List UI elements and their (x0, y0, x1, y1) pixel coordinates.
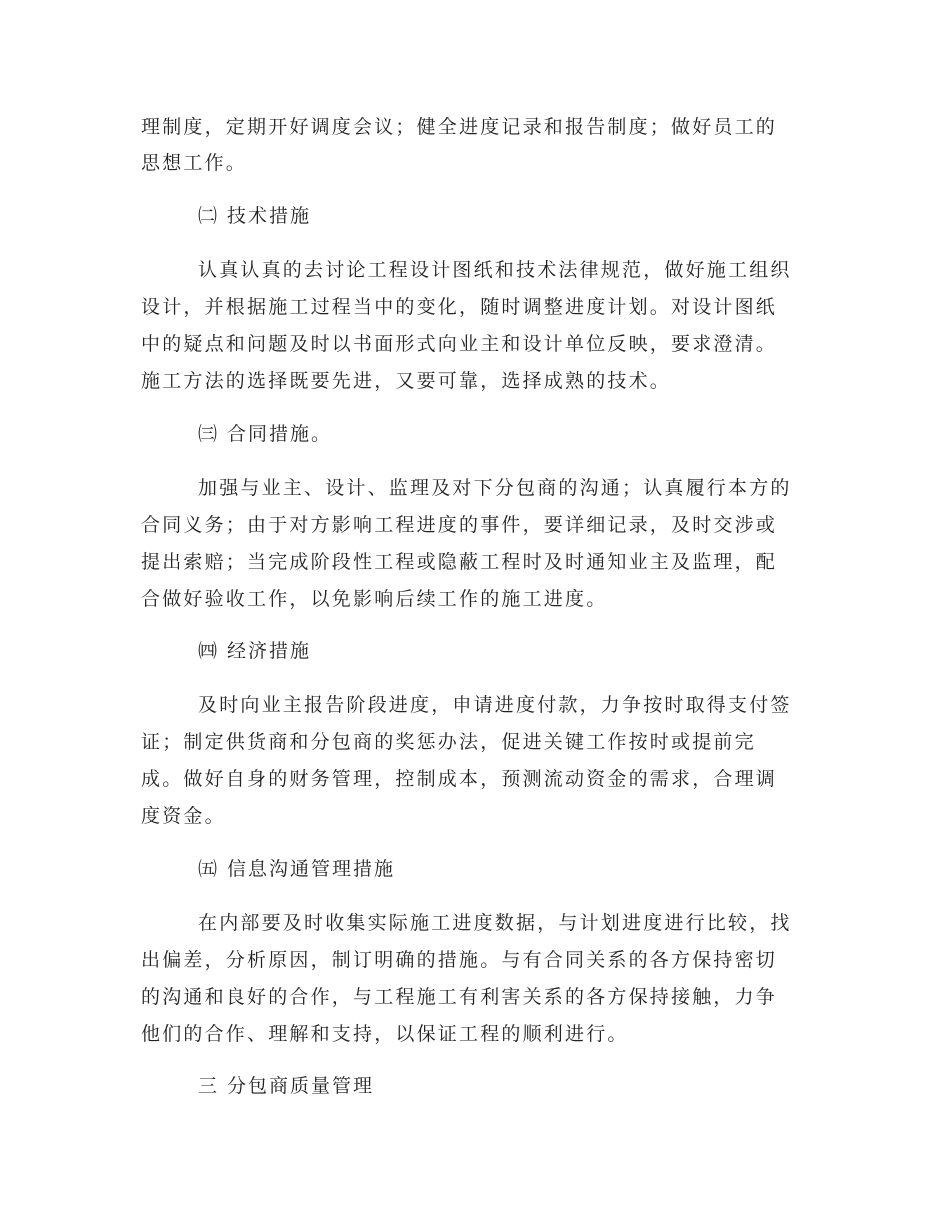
section-heading (198, 639, 878, 663)
paragraph-line: 思想工作。 (141, 152, 248, 174)
paragraph-line: 提出索赔；当完成阶段性工程或隐蔽工程时及时通知业主及监理，配 (141, 551, 778, 573)
paragraph-line: 设计，并根据施工过程当中的变化，随时调整进度计划。对设计图纸 (141, 296, 778, 318)
paragraph-line: 理制度，定期开好调度会议；健全进度记录和报告制度；做好员工的 (141, 116, 778, 138)
paragraph-line: 证；制定供货商和分包商的奖惩办法，促进关键工作按时或提前完 (141, 731, 756, 753)
section-number: ㈢ (198, 423, 218, 445)
section-heading (198, 857, 878, 881)
paragraph-line: 认真认真的去讨论工程设计图纸和技术法律规范，做好施工组织 (198, 259, 792, 281)
paragraph-line: 加强与业主、设计、监理及对下分包商的沟通；认真履行本方的 (198, 477, 792, 499)
paragraph-line: 合同义务；由于对方影响工程进度的事件，要详细记录，及时交涉或 (141, 514, 778, 536)
section-title: 技术措施 (227, 205, 312, 227)
section-title: 经济措施 (227, 640, 312, 662)
paragraph-line: 他们的合作、理解和支持，以保证工程的顺利进行。 (141, 1023, 629, 1045)
paragraph-line: 成。做好自身的财务管理，控制成本，预测流动资金的需求，合理调 (141, 768, 778, 790)
section-heading (198, 422, 878, 446)
paragraph-line: 在内部要及时收集实际施工进度数据，与计划进度进行比较，找 (198, 912, 792, 934)
paragraph-line: 合做好验收工作，以免影响后续工作的施工进度。 (141, 588, 608, 610)
section-number: 三 (198, 1075, 218, 1097)
section-number: ㈡ (198, 205, 218, 227)
section-title: 分包商质量管理 (227, 1075, 375, 1097)
section-title: 信息沟通管理措施 (227, 858, 396, 880)
paragraph-line: 出偏差，分析原因，制订明确的措施。与有合同关系的各方保持密切 (141, 949, 778, 971)
section-number: ㈤ (198, 858, 218, 880)
paragraph-line: 中的疑点和问题及时以书面形式向业主和设计单位反映，要求澄清。 (141, 333, 778, 355)
section-heading (198, 204, 878, 228)
paragraph-line: 及时向业主报告阶段进度，申请进度付款，力争按时取得支付签 (198, 694, 792, 716)
section-number: ㈣ (198, 640, 218, 662)
section-title: 合同措施。 (227, 423, 333, 445)
paragraph-line: 的沟通和良好的合作，与工程施工有利害关系的各方保持接触，力争 (141, 986, 778, 1008)
paragraph-line: 施工方法的选择既要先进，又要可靠，选择成熟的技术。 (141, 370, 672, 392)
paragraph-line: 度资金。 (141, 805, 226, 827)
section-heading (198, 1074, 878, 1098)
